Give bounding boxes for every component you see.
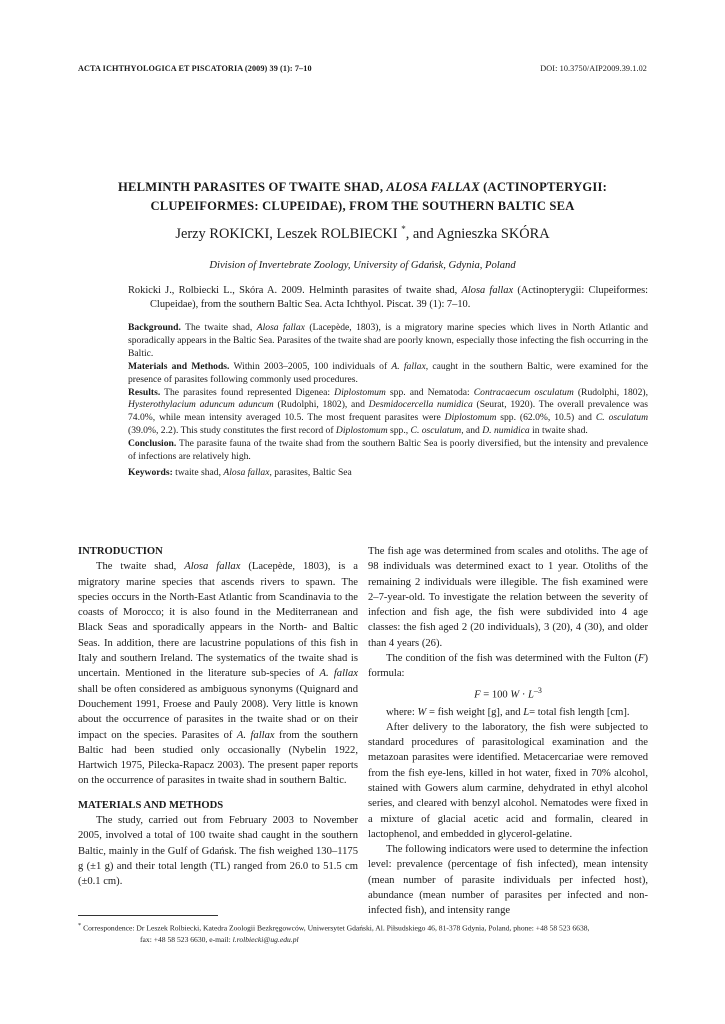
citation-text: (Actinopterygii: Clupeiformes: Clupeidae), from the southern Baltic Sea. Acta Ichthyol. Piscat. 39 (1): 7–10. xyxy=(150,285,648,310)
abstract-italic: Alosa fallax, xyxy=(223,466,272,478)
body-text: The twaite shad, xyxy=(96,561,185,573)
abstract-background xyxy=(128,322,648,361)
abstract-text: Within 2003–2005, 100 individuals of xyxy=(229,360,392,372)
abstract-text: (Rudolphi, 1802), xyxy=(573,386,648,398)
title-text: (ACTINOPTERYGII: xyxy=(479,180,607,194)
abstract-italic: Desmidocercella numidica xyxy=(368,399,473,411)
formula-exponent: –3 xyxy=(533,685,542,695)
corresponding-marker: * xyxy=(401,224,406,235)
journal-header: ACTA ICHTHYOLOGICA ET PISCATORIA (2009) 39 (1): 7–10 xyxy=(78,64,312,73)
title-text: HELMINTH PARASITES OF TWAITE SHAD, xyxy=(118,180,387,194)
footnote xyxy=(78,920,648,946)
abstract-text: spp. and Nematoda: xyxy=(385,386,474,398)
footnote-marker: * xyxy=(78,922,82,929)
abstract-text: (39.0%, 2.2). This study constitutes the first record of xyxy=(128,425,336,437)
right-column xyxy=(368,544,648,919)
citation xyxy=(128,284,648,312)
abstract-italic: Alosa fallax xyxy=(256,322,305,333)
formula-text: · xyxy=(519,689,529,701)
body-text: ) formula: xyxy=(368,653,648,680)
abstract-label: Materials and Methods. xyxy=(128,360,230,372)
body-text: = fish weight [g], and xyxy=(426,706,524,718)
abstract xyxy=(128,322,648,480)
body-text: shall be often considered as ambiguous synonyms (Quignard and Douchement 1991, Froese and Pauly 2008). Very little is known about the occurrence of parasites in the twaite shad or on their impact on the species. Parasites of xyxy=(78,683,358,741)
affiliation: Division of Invertebrate Zoology, University of Gdańsk, Gdynia, Poland xyxy=(209,260,516,271)
abstract-label: Results. xyxy=(128,386,161,398)
body-text: The condition of the fish was determined with the Fulton ( xyxy=(386,653,638,665)
article-title xyxy=(92,178,633,216)
formula-var: W xyxy=(510,689,520,701)
methods-paragraph: The study, carried out from February 2003 to November 2005, involved a total of 100 twaite shad caught in the southern Baltic, mainly in the Gulf of Gdańsk. The fish weighed 130–1175 g (±1 g) and their total length (TL) ranged from 26.0 to 51.5 cm (±0.1 cm). xyxy=(78,815,358,888)
abstract-text: parasites, Baltic Sea xyxy=(271,466,352,478)
abstract-italic: Diplostomum xyxy=(444,412,497,424)
abstract-text: (Rudolphi, 1802), and xyxy=(273,399,369,411)
title-text: CLUPEIFORMES: CLUPEIDAE), FROM THE SOUTHERN BALTIC SEA xyxy=(150,199,575,213)
footnote-line xyxy=(78,934,648,946)
body-italic: L xyxy=(523,706,530,718)
body-italic: A. fallax xyxy=(319,668,358,680)
citation-species: Alosa fallax xyxy=(461,285,514,296)
abstract-italic: Hysterothylacium aduncum aduncum xyxy=(128,399,274,411)
section-heading-methods: MATERIALS AND METHODS xyxy=(78,799,224,811)
abstract-label: Conclusion. xyxy=(128,438,177,450)
abstract-text: The twaite shad, xyxy=(180,322,257,333)
abstract-italic: Diplostomum xyxy=(335,425,388,437)
abstract-italic: Contracaecum osculatum xyxy=(473,386,574,398)
authors-text: Jerzy ROKICKI, Leszek ROLBIECKI xyxy=(175,226,402,242)
formula-var: F xyxy=(474,689,481,701)
formula-text: = 100 xyxy=(480,689,511,701)
abstract-text: The parasites found represented Digenea: xyxy=(160,386,335,398)
abstract-results xyxy=(128,387,648,439)
abstract-text: , and xyxy=(461,425,483,437)
abstract-text: spp. (62.0%, 10.5) and xyxy=(496,412,596,424)
authors-text: , and Agnieszka SKÓRA xyxy=(405,226,550,242)
body-italic: Alosa fallax xyxy=(184,561,241,573)
abstract-label: Keywords: xyxy=(128,466,173,478)
footnote-text: Correspondence: Dr Leszek Rolbiecki, Katedra Zoologii Bezkręgowców, Uniwersytet Gdański, Al. Piłsudskiego 46, 81-378 Gdynia, Poland, phone: +48 58 523 6638, xyxy=(81,923,590,933)
where-line xyxy=(368,705,648,720)
abstract-text: The parasite fauna of the twaite shad from the southern Baltic Sea is poorly diversified, but the intensity and prevalence of infections are relatively high. xyxy=(128,438,648,463)
body-text: = total fish length [cm]. xyxy=(529,706,630,718)
section-heading-introduction: INTRODUCTION xyxy=(78,546,163,557)
formula-var: L xyxy=(528,689,534,701)
abstract-text: twaite shad, xyxy=(172,466,224,478)
abstract-keywords xyxy=(128,467,648,480)
indicators-paragraph: The following indicators were used to determine the infection level: prevalence (percentage of fish infected), mean intensity (mean number of parasite individuals per infected host), abundance (mean number of parasites per infected and non-infected fish), and intensity range xyxy=(368,844,648,917)
abstract-label: Background. xyxy=(128,322,181,333)
lab-paragraph: After delivery to the laboratory, the fish were subjected to standard procedures of parasitological examination and the metazoan parasites were identified. Metacercariae were removed from the fish eye-lens, killed in hot water, fixed in 70% alcohol, stained with Gowers alum carmine, dehydrated in ethyl alcohol series, and cleared with benzyl alcohol. Nematodes were fixed in a mixture of glacial acetic acid and formalin, cleared in lactophenol, and embedded in glycerol-gelatine. xyxy=(368,721,648,840)
email-link[interactable]: l.rolbiecki@ug.edu.pl xyxy=(232,935,299,945)
abstract-text: (Seurat, 1920). The overall prevalence was 74.0%, while mean intensity averaged 10.5. The most frequent parasites were xyxy=(128,399,648,424)
condition-paragraph xyxy=(368,651,648,682)
left-column xyxy=(78,544,358,890)
body-text: where: xyxy=(386,706,418,718)
body-text: from the southern Baltic had been studied only occasionally (Nybelin 1922, Hartwich 1975, Pilecka-Rapacz 2003). The present paper reports on the occurrence of parasites in twaite shad in southern Baltic. xyxy=(78,729,358,787)
body-italic: F xyxy=(637,653,645,665)
doi-header: DOI: 10.3750/AIP2009.39.1.02 xyxy=(540,64,647,73)
title-species: ALOSA FALLAX xyxy=(386,180,480,194)
age-paragraph: The fish age was determined from scales and otoliths. The age of 98 individuals was determined exact to 1 year. Otoliths of the remaining 2 individuals were illegible. The fish examined were 2–7-year-old. To investigate the relation between the severity of infection and fish age, the fish were subdivided into 4 age classes: the fish aged 2 (20 individuals), 3 (20), 4 (30), and older than 4 years (26). xyxy=(368,546,648,649)
body-italic: W xyxy=(417,706,427,718)
intro-paragraph xyxy=(78,559,358,788)
abstract-italic: C. osculatum xyxy=(410,425,462,437)
footnote-text: fax: +48 58 523 6630, e-mail: xyxy=(140,935,233,945)
footnote-line xyxy=(78,920,648,934)
abstract-conclusion xyxy=(128,438,648,464)
body-text: (Lacepède, 1803), is a migratory marine species that ascends rivers to spawn. The species occurs in the North-East Atlantic from Scandinavia to the coasts of Morocco; it is also found in the Mediterranean and Black Seas and sporadically appears in the North- and Baltic Seas. In addition, there are lacustrine populations of this fish in Italy and southern Ireland. The systematics of the twaite shad is uncertain. Mentioned in the literature sub-species of xyxy=(78,561,359,680)
fulton-formula xyxy=(368,683,648,703)
abstract-text: spp., xyxy=(387,425,411,437)
abstract-italic: A. fallax xyxy=(391,360,426,372)
abstract-text: (Lacepède, 1803), is a migratory marine species which lives in North Atlantic and sporadically appears in the Baltic Sea. Parasites of the twaite shad are poorly known, especially those infecting the fish occurring in the Baltic. xyxy=(128,322,649,359)
abstract-italic: Diplostomum xyxy=(334,386,386,398)
abstract-text: , caught in the southern Baltic, were examined for the presence of parasites following commonly used procedures. xyxy=(128,360,648,385)
abstract-italic: C. osculatum xyxy=(595,412,649,424)
footnote-rule xyxy=(78,915,218,916)
body-italic: A. fallax xyxy=(236,729,275,741)
abstract-italic: D. numidica xyxy=(482,425,530,437)
abstract-methods xyxy=(128,361,648,387)
author-list xyxy=(78,226,647,243)
abstract-text: in twaite shad. xyxy=(529,425,588,437)
citation-text: Rokicki J., Rolbiecki L., Skóra A. 2009. Helminth parasites of twaite shad, xyxy=(128,285,462,296)
